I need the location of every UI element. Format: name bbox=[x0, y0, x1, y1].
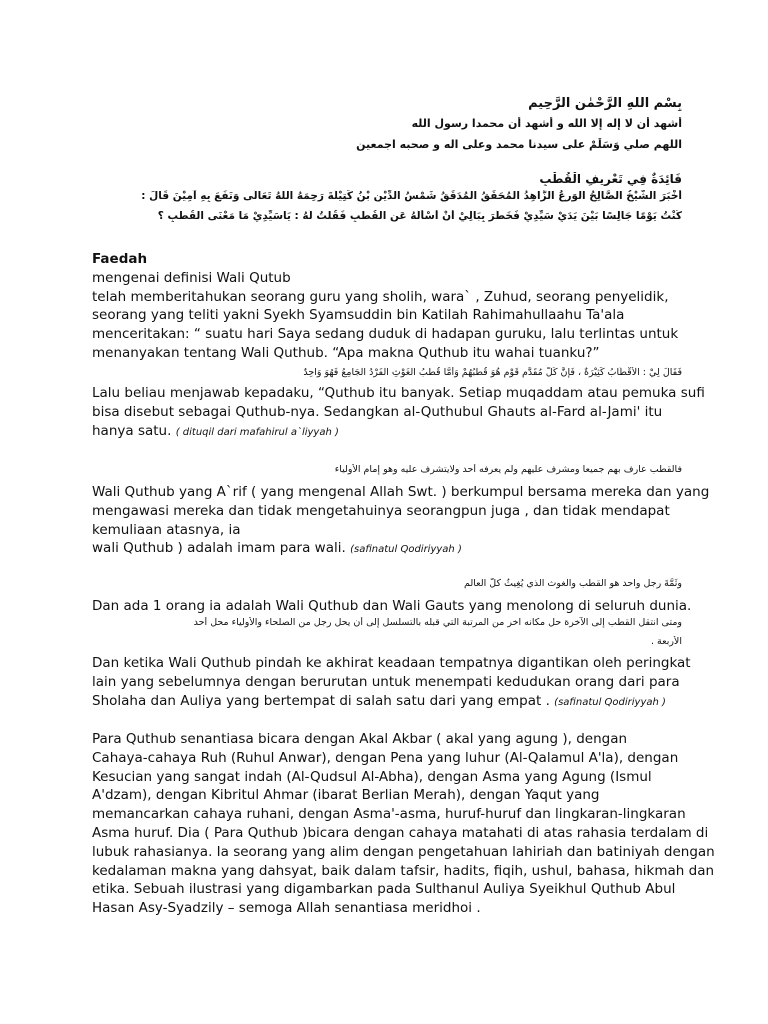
text-line: mengawasi mereka dan tidak mengetahuinya seorangpun juga , dan tidak mendapat bbox=[92, 502, 670, 519]
text-line: kemuliaan atasnya, ia bbox=[92, 521, 241, 538]
text-line-end: wali Quthub ) adalah imam para wali. bbox=[92, 540, 346, 557]
section-3-line bbox=[92, 597, 732, 616]
text-line: mengenai definisi Wali Qutub bbox=[92, 269, 291, 286]
text-line: Dan ada 1 orang ia adalah Wali Quthub dan Wali Gauts yang menolong di seluruh dunia. bbox=[92, 598, 692, 614]
section-4 bbox=[92, 730, 732, 918]
text-line: Cahaya-cahaya Ruh (Ruhul Anwar), dengan Pena yang luhur (Al-Qalamul A'la), dengan bbox=[92, 749, 679, 766]
text-line: seorang yang teliti yakni Syekh Syamsuddin bin Katilah Rahimahullaahu Ta'ala bbox=[92, 307, 625, 324]
source-citation: (safinatul Qodiriyyah ) bbox=[350, 544, 462, 556]
text-line: etika. Sebuah ilustrasi yang digambarkan pada Sulthanul Auliya Syeikhul Quthub Abul bbox=[92, 881, 676, 898]
text-line: Dan ketika Wali Quthub pindah ke akhirat keadaan tempatnya digantikan oleh peringkat bbox=[92, 655, 691, 671]
text-line: Para Quthub senantiasa bicara dengan Akal Akbar ( akal yang agung ), dengan bbox=[92, 731, 628, 747]
arabic-answer: فَقَالَ لِيْ : الْأَقْطَابُ كَثِيْرَةٌ ، فَإِنَّ كُلَّ مُقَدَّمِ قَوْمٍ هُوَ قُطْبُهُمْ وَأَمَّا قُطْبُ الْغَوْثِ الْفَرْدُ الْجَامِعُ فَهُوَ وَاحِدٌ bbox=[303, 367, 682, 378]
text-line: Asma huruf. Dia ( Para Quthub )bicara dengan cahaya matahati di atas rahasia terdalam di bbox=[92, 824, 709, 841]
arabic-quote-2: فالقطب عارف بهم جميعا ومشرف عليهم ولم يعرفه أحد ولايتشرف عليه وهو إمام الأولياء bbox=[334, 464, 682, 475]
text-line: memancarkan cahaya ruhani, dengan Asma'-asma, huruf-huruf dan lingkaran-lingkaran bbox=[92, 806, 686, 823]
text-line: A'dzam), dengan Kibritul Ahmar (ibarat Berlian Merah), dengan Yaqut yang bbox=[92, 787, 600, 804]
text-line: telah memberitahukan seorang guru yang sholih, wara` , Zuhud, seorang penyelidik, bbox=[92, 288, 669, 305]
text-line: Lalu beliau menjawab kepadaku, “Quthub itu banyak. Setiap muqaddam atau pemuka sufi bbox=[92, 385, 705, 401]
source-citation: ( dituqil dari mafahirul a`liyyah ) bbox=[175, 426, 339, 438]
arabic-quote-3: وثَمَّةَ رجل واحد هو القطب والغوث الذي يُغِيثُ كلَّ العالم bbox=[464, 578, 682, 589]
arabic-narration-1: أَخْبَرَ الشَّيْخُ الصَّالِحُ الْوَرِعُ الزَّاهِدُ الْمُحَقِّقُ الْمُدَقِّقُ شَمْسُ الدِّيْنِ بْنُ كَتِيْلَةَ رَحِمَهُ اللهُ تَعَالَى وَنَفَعَ بِهِ آمِيْنَ قَالَ : bbox=[141, 190, 682, 202]
text-line: lubuk rahasianya. Ia seorang yang alim dengan pengetahuan lahiriah dan batiniyah dengan bbox=[92, 843, 715, 860]
section-faedah-continued bbox=[92, 384, 732, 442]
text-line bbox=[92, 539, 732, 560]
arabic-title: فَائِدَةٌ فِي تَعْرِيفِ الْقُطْبِ bbox=[539, 172, 682, 186]
shahada: أشهد أن لا إله إلا الله و أشهد أن محمدا رسول الله bbox=[411, 117, 682, 130]
text-line: Wali Quthub yang A`rif ( yang mengenal Allah Swt. ) berkumpul bersama mereka dan yang bbox=[92, 484, 710, 500]
text-line-end: hanya satu. bbox=[92, 422, 172, 439]
text-line bbox=[92, 422, 732, 443]
text-line: bisa disebut sebagai Quthub-nya. Sedangkan al-Quthubul Ghauts al-Fard al-Jami' itu bbox=[92, 403, 663, 420]
section-3 bbox=[92, 654, 732, 712]
text-line: menceritakan: “ suatu hari Saya sedang duduk di hadapan guruku, lalu terlintas untuk bbox=[92, 326, 679, 343]
section-2 bbox=[92, 483, 732, 560]
salawat: اللهم صلي وَسَلِّمْ على سيدنا محمد وعلى اله و صحبه اجمعين bbox=[356, 138, 682, 151]
section-heading: Faedah bbox=[92, 251, 148, 267]
arabic-quote-4: ومتى انتقل القطب إلى الآخرة حل مكانه آخر من المرتبة التي قبله بالتسلسل إلى أن يحل رجل من الصلحاء والأولياء محل أحد bbox=[193, 617, 682, 628]
arabic-quote-4-end: الأربعة . bbox=[650, 636, 682, 647]
arabic-narration-2: كُنْتُ يَوْمًا جَالِسًا بَيْنَ يَدَيْ سَيِّدِيْ فَخَطَرَ بِبَالِيْ أَنْ أَسْأَلَهُ عَنِ الْقُطْبِ فَقُلْتُ لَهُ : يَاسَيِّدِيْ مَا مَعْنَى الْقُطْبِ ؟ bbox=[157, 210, 682, 222]
text-line: Hasan Asy-Syadzily – semoga Allah senantiasa meridhoi . bbox=[92, 900, 481, 917]
text-line bbox=[92, 692, 732, 713]
text-line-end: Sholaha dan Auliya yang bertempat di salah satu dari yang empat . bbox=[92, 692, 550, 709]
text-line: kedalaman makna yang dahsyat, baik dalam tafsir, hadits, fiqih, ushul, bahasa, hikmah dan bbox=[92, 862, 715, 879]
text-line: menanyakan tentang Wali Quthub. “Apa makna Quthub itu wahai tuanku?” bbox=[92, 344, 600, 361]
basmala: بِسْمِ اللهِ الرَّحْمٰنِ الرَّحِيمِ bbox=[528, 96, 682, 111]
section-faedah bbox=[92, 250, 732, 363]
source-citation: (safinatul Qodiriyyah ) bbox=[554, 696, 666, 708]
text-line: Kesucian yang sangat indah (Al-Qudsul Al-Abha), dengan Asma yang Agung (Ismul bbox=[92, 768, 652, 785]
text-line: lain yang sebelumnya dengan berurutan untuk menempati kedudukan orang dari para bbox=[92, 673, 680, 690]
